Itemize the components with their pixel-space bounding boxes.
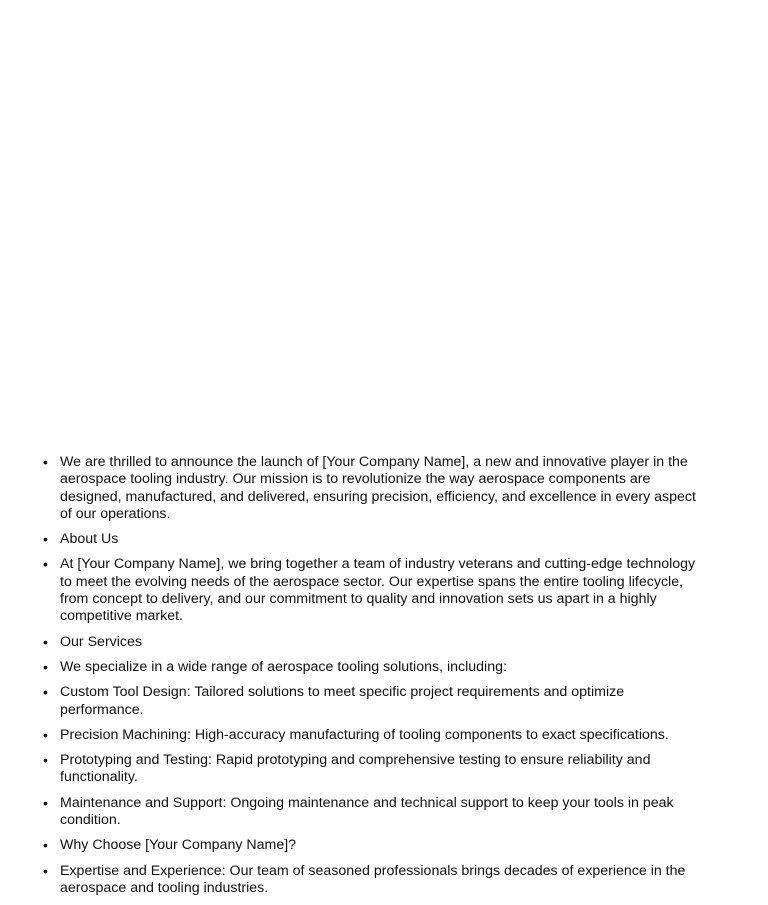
list-item-text: Expertise and Experience: Our team of seasoned professionals brings decades of experience in the aerospace and tooling industries. (60, 862, 686, 896)
list-item-text: We specialize in a wide range of aerospace tooling solutions, including: (60, 658, 507, 675)
bullet-marker: • (43, 454, 48, 470)
list-item (38, 454, 700, 523)
bullet-marker: • (43, 633, 48, 650)
list-item-text: We are thrilled to announce the launch of [Your Company Name], a new and innovative player in the aerospace tooling industry. Our mission is to revolutionize the way aerospace components are designed, manufactured, and delivered, ensuring precision, efficiency, and excellence in every aspect of our operations. (60, 454, 696, 522)
list-item (38, 556, 700, 625)
list-item (38, 684, 700, 719)
list-item-text: Prototyping and Testing: Rapid prototyping and comprehensive testing to ensure reliability and functionality. (60, 752, 651, 786)
bullet-marker: • (43, 658, 48, 675)
section-heading-our-services: Our Services (60, 633, 142, 650)
bullet-marker: • (43, 531, 48, 548)
bullet-list (38, 454, 700, 905)
list-item-text: Maintenance and Support: Ongoing maintenance and technical support to keep your tools in peak condition. (60, 794, 674, 829)
list-item-text: At [Your Company Name], we bring together a team of industry veterans and cutting-edge technology to meet the evolving needs of the aerospace sector. Our expertise spans the entire tooling lifecycle, from concept to delivery, and our commitment to quality and innovation sets us apart in a highly competitive market. (60, 556, 696, 625)
bullet-marker: • (43, 837, 48, 854)
bullet-marker: • (43, 794, 48, 811)
bullet-marker: • (43, 862, 48, 879)
list-item-text: Precision Machining: High-accuracy manufacturing of tooling components to exact specifications. (60, 726, 669, 743)
section-heading-about-us: About Us (60, 531, 119, 548)
section-heading-why-choose: Why Choose [Your Company Name]? (60, 837, 297, 854)
list-item (38, 863, 700, 898)
list-item (38, 727, 700, 744)
list-item (38, 837, 700, 854)
list-item (38, 659, 700, 676)
list-item-text: Custom Tool Design: Tailored solutions to meet specific project requirements and optimize performance. (60, 684, 625, 718)
bullet-marker: • (43, 684, 48, 701)
list-item (38, 795, 700, 830)
list-item (38, 752, 700, 787)
list-item (38, 531, 700, 548)
list-item (38, 634, 700, 651)
bullet-marker: • (43, 752, 48, 769)
bullet-marker: • (43, 726, 48, 743)
bullet-marker: • (43, 556, 48, 573)
